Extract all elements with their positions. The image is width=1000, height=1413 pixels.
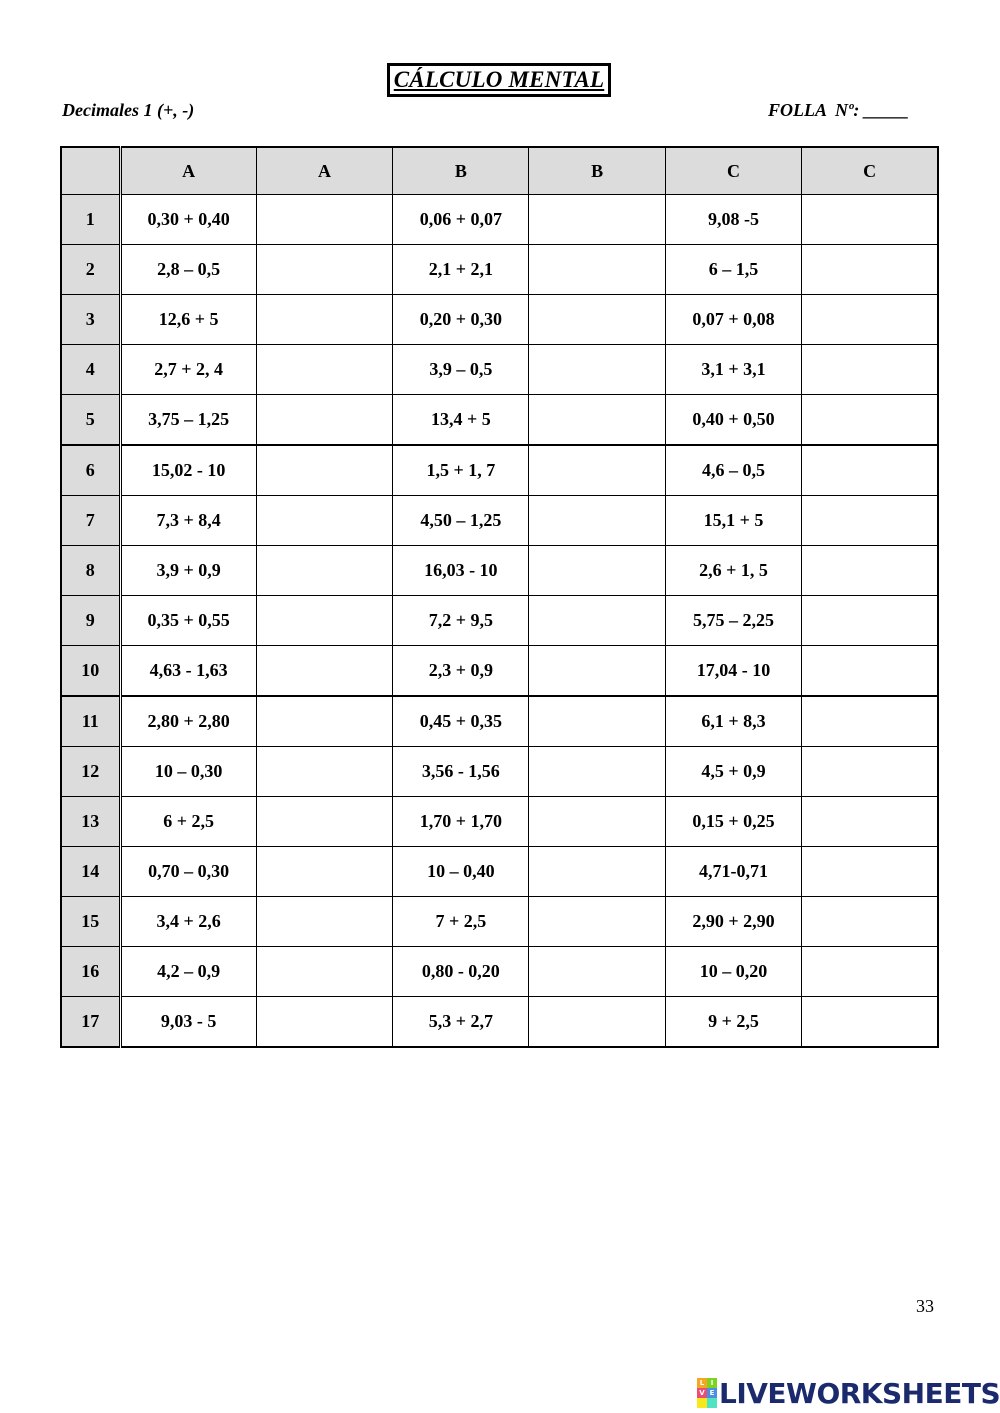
answer-a[interactable] <box>256 646 392 697</box>
row-number: 15 <box>61 897 120 947</box>
exercise-b: 0,80 - 0,20 <box>393 947 529 997</box>
answer-a[interactable] <box>256 947 392 997</box>
exercise-b: 2,1 + 2,1 <box>393 245 529 295</box>
answer-a[interactable] <box>256 696 392 747</box>
exercise-b: 2,3 + 0,9 <box>393 646 529 697</box>
table-row <box>61 445 938 496</box>
row-number: 2 <box>61 245 120 295</box>
answer-c[interactable] <box>802 947 938 997</box>
table-row <box>61 546 938 596</box>
answer-b[interactable] <box>529 445 665 496</box>
exercise-c: 3,1 + 3,1 <box>665 345 801 395</box>
answer-c[interactable] <box>802 546 938 596</box>
logo-block: I <box>707 1378 717 1388</box>
exercise-c: 4,5 + 0,9 <box>665 747 801 797</box>
exercise-b: 5,3 + 2,7 <box>393 997 529 1048</box>
row-number: 9 <box>61 596 120 646</box>
row-number: 12 <box>61 747 120 797</box>
column-header-b: B <box>393 147 529 195</box>
table-row <box>61 295 938 345</box>
answer-c[interactable] <box>802 195 938 245</box>
exercise-c: 0,40 + 0,50 <box>665 395 801 446</box>
answer-b[interactable] <box>529 747 665 797</box>
exercise-c: 4,6 – 0,5 <box>665 445 801 496</box>
row-number: 16 <box>61 947 120 997</box>
column-header-a: A <box>120 147 256 195</box>
answer-c[interactable] <box>802 897 938 947</box>
liveworksheets-logo <box>697 1378 1000 1408</box>
table-row <box>61 947 938 997</box>
answer-b[interactable] <box>529 696 665 747</box>
row-number: 13 <box>61 797 120 847</box>
logo-block: L <box>697 1378 707 1388</box>
exercise-a: 4,63 - 1,63 <box>120 646 256 697</box>
exercise-c: 0,07 + 0,08 <box>665 295 801 345</box>
exercise-c: 6,1 + 8,3 <box>665 696 801 747</box>
column-header-b-answer: B <box>529 147 665 195</box>
answer-c[interactable] <box>802 646 938 697</box>
row-number: 14 <box>61 847 120 897</box>
answer-a[interactable] <box>256 847 392 897</box>
row-number: 6 <box>61 445 120 496</box>
table-row <box>61 596 938 646</box>
exercise-a: 15,02 - 10 <box>120 445 256 496</box>
answer-b[interactable] <box>529 997 665 1048</box>
exercise-a: 4,2 – 0,9 <box>120 947 256 997</box>
row-number: 8 <box>61 546 120 596</box>
logo-block <box>707 1398 717 1408</box>
answer-b[interactable] <box>529 245 665 295</box>
answer-a[interactable] <box>256 596 392 646</box>
exercise-a: 7,3 + 8,4 <box>120 496 256 546</box>
answer-b[interactable] <box>529 797 665 847</box>
exercise-b: 3,9 – 0,5 <box>393 345 529 395</box>
exercise-b: 10 – 0,40 <box>393 847 529 897</box>
row-number: 7 <box>61 496 120 546</box>
exercise-a: 2,8 – 0,5 <box>120 245 256 295</box>
exercise-b: 1,5 + 1, 7 <box>393 445 529 496</box>
exercise-c: 17,04 - 10 <box>665 646 801 697</box>
table-row <box>61 646 938 697</box>
answer-c[interactable] <box>802 797 938 847</box>
logo-block: E <box>707 1388 717 1398</box>
table-row <box>61 747 938 797</box>
table-row <box>61 696 938 747</box>
column-header-c: C <box>665 147 801 195</box>
header-corner <box>61 147 120 195</box>
column-header-a-answer: A <box>256 147 392 195</box>
exercise-b: 16,03 - 10 <box>393 546 529 596</box>
answer-c[interactable] <box>802 997 938 1048</box>
answer-b[interactable] <box>529 596 665 646</box>
row-number: 1 <box>61 195 120 245</box>
answer-c[interactable] <box>802 395 938 446</box>
exercise-c: 10 – 0,20 <box>665 947 801 997</box>
exercise-a: 10 – 0,30 <box>120 747 256 797</box>
answer-a[interactable] <box>256 445 392 496</box>
exercise-a: 3,9 + 0,9 <box>120 546 256 596</box>
exercise-a: 9,03 - 5 <box>120 997 256 1048</box>
logo-block <box>697 1398 707 1408</box>
answer-c[interactable] <box>802 747 938 797</box>
exercise-c: 0,15 + 0,25 <box>665 797 801 847</box>
table-row <box>61 195 938 245</box>
table-row <box>61 245 938 295</box>
answer-a[interactable] <box>256 546 392 596</box>
exercise-a: 6 + 2,5 <box>120 797 256 847</box>
row-number: 11 <box>61 696 120 747</box>
exercise-a: 0,30 + 0,40 <box>120 195 256 245</box>
answer-a[interactable] <box>256 345 392 395</box>
answer-b[interactable] <box>529 395 665 446</box>
exercise-a: 3,75 – 1,25 <box>120 395 256 446</box>
table-row <box>61 897 938 947</box>
answer-b[interactable] <box>529 847 665 897</box>
table-row <box>61 496 938 546</box>
row-number: 4 <box>61 345 120 395</box>
worksheet-subtitle: Decimales 1 (+, -) <box>62 100 195 120</box>
exercise-c: 4,71-0,71 <box>665 847 801 897</box>
answer-c[interactable] <box>802 696 938 747</box>
answer-c[interactable] <box>802 496 938 546</box>
exercise-a: 3,4 + 2,6 <box>120 897 256 947</box>
exercise-b: 0,45 + 0,35 <box>393 696 529 747</box>
exercise-b: 1,70 + 1,70 <box>393 797 529 847</box>
table-row <box>61 847 938 897</box>
answer-c[interactable] <box>802 847 938 897</box>
answer-a[interactable] <box>256 747 392 797</box>
answer-a[interactable] <box>256 496 392 546</box>
sheet-number-label: FOLLA Nº: _____ <box>768 100 909 120</box>
exercise-c: 6 – 1,5 <box>665 245 801 295</box>
answer-a[interactable] <box>256 195 392 245</box>
exercise-c: 5,75 – 2,25 <box>665 596 801 646</box>
exercise-b: 0,06 + 0,07 <box>393 195 529 245</box>
table-header-row <box>61 147 938 195</box>
exercise-a: 0,35 + 0,55 <box>120 596 256 646</box>
answer-c[interactable] <box>802 245 938 295</box>
answer-b[interactable] <box>529 646 665 697</box>
exercise-b: 7,2 + 9,5 <box>393 596 529 646</box>
answer-a[interactable] <box>256 245 392 295</box>
answer-c[interactable] <box>802 345 938 395</box>
answer-b[interactable] <box>529 947 665 997</box>
page-title: CÁLCULO MENTAL <box>387 63 611 97</box>
answer-a[interactable] <box>256 395 392 446</box>
row-number: 10 <box>61 646 120 697</box>
exercise-b: 4,50 – 1,25 <box>393 496 529 546</box>
table-row <box>61 997 938 1048</box>
answer-b[interactable] <box>529 195 665 245</box>
exercise-c: 2,90 + 2,90 <box>665 897 801 947</box>
exercise-a: 12,6 + 5 <box>120 295 256 345</box>
exercise-b: 13,4 + 5 <box>393 395 529 446</box>
answer-b[interactable] <box>529 345 665 395</box>
exercise-c: 9 + 2,5 <box>665 997 801 1048</box>
column-header-c-answer: C <box>802 147 938 195</box>
answer-a[interactable] <box>256 897 392 947</box>
exercise-table <box>60 146 939 1048</box>
exercise-b: 7 + 2,5 <box>393 897 529 947</box>
answer-b[interactable] <box>529 897 665 947</box>
table-row <box>61 797 938 847</box>
answer-a[interactable] <box>256 997 392 1048</box>
row-number: 17 <box>61 997 120 1048</box>
table-row <box>61 345 938 395</box>
exercise-a: 2,7 + 2, 4 <box>120 345 256 395</box>
exercise-a: 2,80 + 2,80 <box>120 696 256 747</box>
logo-text: LIVEWORKSHEETS <box>719 1376 1000 1410</box>
row-number: 5 <box>61 395 120 446</box>
exercise-c: 15,1 + 5 <box>665 496 801 546</box>
answer-c[interactable] <box>802 295 938 345</box>
exercise-c: 9,08 -5 <box>665 195 801 245</box>
table-row <box>61 395 938 446</box>
answer-b[interactable] <box>529 295 665 345</box>
exercise-c: 2,6 + 1, 5 <box>665 546 801 596</box>
answer-a[interactable] <box>256 797 392 847</box>
row-number: 3 <box>61 295 120 345</box>
page-number: 33 <box>916 1296 934 1316</box>
answer-a[interactable] <box>256 295 392 345</box>
answer-b[interactable] <box>529 546 665 596</box>
answer-c[interactable] <box>802 596 938 646</box>
exercise-b: 0,20 + 0,30 <box>393 295 529 345</box>
logo-block: V <box>697 1388 707 1398</box>
logo-blocks-icon <box>697 1378 717 1408</box>
answer-b[interactable] <box>529 496 665 546</box>
exercise-b: 3,56 - 1,56 <box>393 747 529 797</box>
exercise-a: 0,70 – 0,30 <box>120 847 256 897</box>
answer-c[interactable] <box>802 445 938 496</box>
